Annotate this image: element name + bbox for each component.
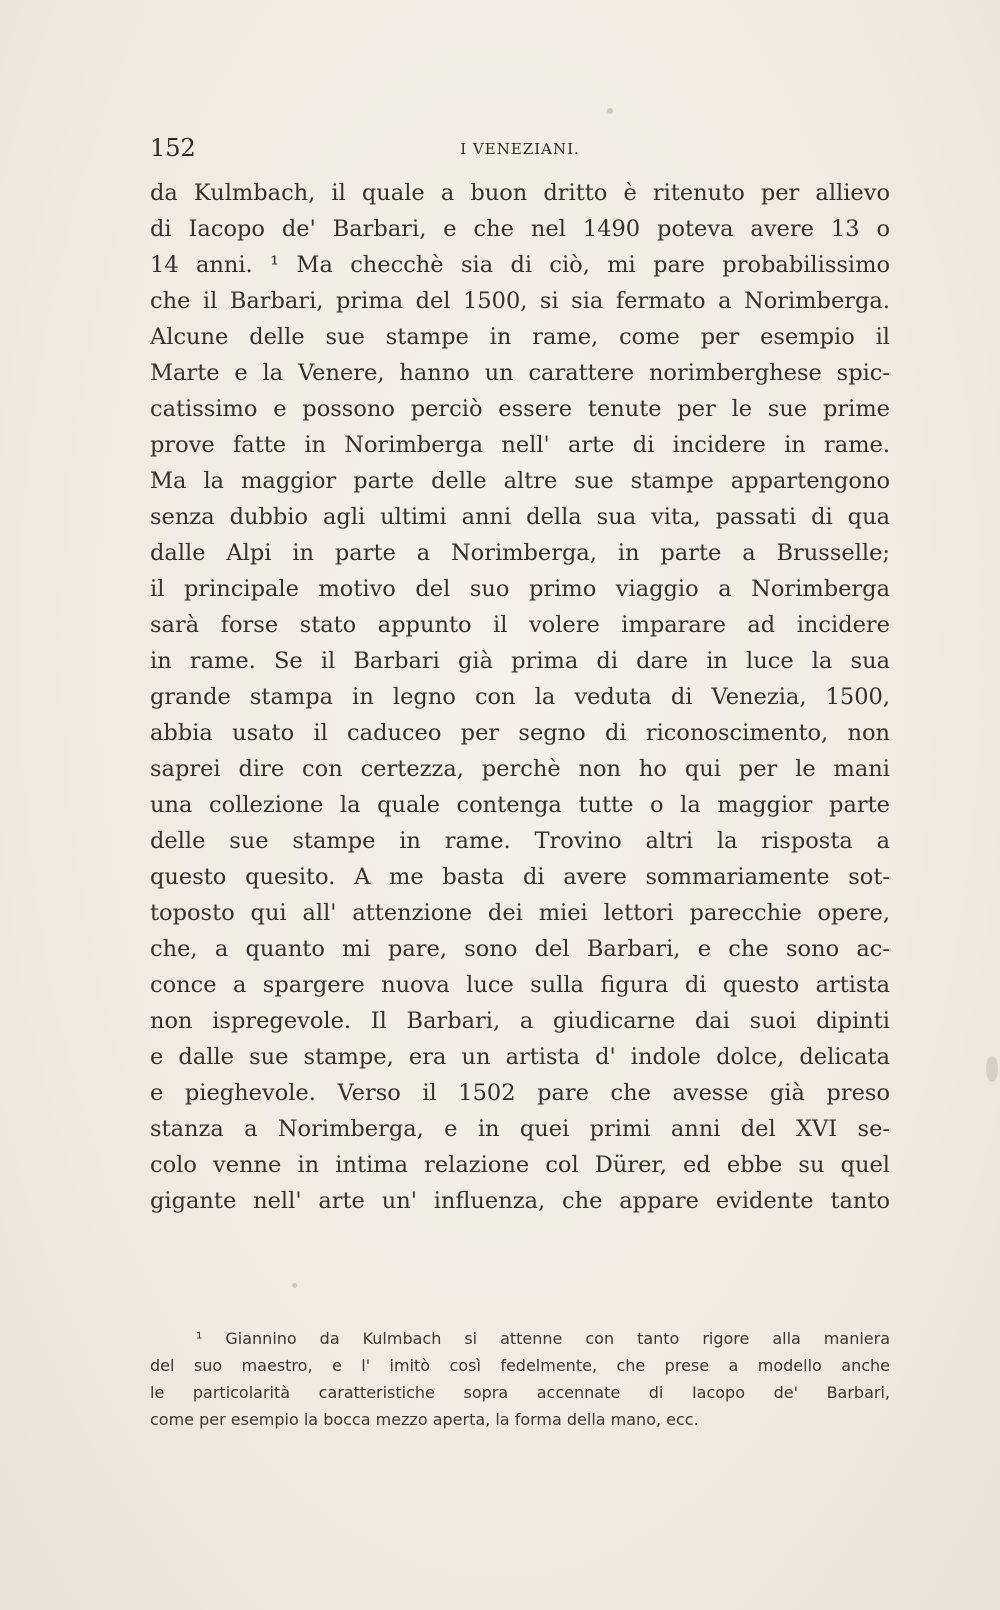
footnote-line: le particolarità caratteristiche sopra accennate di Iacopo de' Barbari, (150, 1383, 890, 1402)
text-line: stanza a Norimberga, e in quei primi anni del XVI se- (150, 1116, 890, 1142)
text-line: di Iacopo de' Barbari, e che nel 1490 poteva avere 13 o (150, 216, 890, 242)
text-line: 14 anni. ¹ Ma checchè sia di ciò, mi pare probabilissimo (150, 252, 890, 278)
footnote (150, 1325, 890, 1433)
text-line: il principale motivo del suo primo viaggio a Norimberga (150, 576, 890, 602)
page-header (150, 128, 890, 168)
text-line: grande stampa in legno con la veduta di Venezia, 1500, (150, 684, 890, 710)
text-line: Marte e la Venere, hanno un carattere norimberghese spic- (150, 360, 890, 386)
text-line: in rame. Se il Barbari già prima di dare in luce la sua (150, 648, 890, 674)
text-line: Ma la maggior parte delle altre sue stampe appartengono (150, 468, 890, 494)
running-title: I VENEZIANI. (460, 140, 580, 158)
text-line: non ispregevole. Il Barbari, a giudicarne dai suoi dipinti (150, 1008, 890, 1034)
text-line: una collezione la quale contenga tutte o la maggior parte (150, 792, 890, 818)
text-line: colo venne in intima relazione col Dürer, ed ebbe su quel (150, 1152, 890, 1178)
main-text (150, 175, 890, 1219)
text-line: saprei dire con certezza, perchè non ho qui per le mani (150, 756, 890, 782)
paper-speck (292, 1283, 297, 1288)
paper-speck (607, 108, 613, 114)
text-line: che il Barbari, prima del 1500, si sia fermato a Norimberga. (150, 288, 890, 314)
text-line: che, a quanto mi pare, sono del Barbari, e che sono ac- (150, 936, 890, 962)
paper-speck (986, 1056, 998, 1082)
text-line: prove fatte in Norimberga nell' arte di incidere in rame. (150, 432, 890, 458)
footnote-line: ¹ Giannino da Kulmbach si attenne con tanto rigore alla maniera (196, 1329, 890, 1348)
text-line: senza dubbio agli ultimi anni della sua vita, passati di qua (150, 504, 890, 530)
text-line: catissimo e possono perciò essere tenute per le sue prime (150, 396, 890, 422)
footnote-line: del suo maestro, e l' imitò così fedelmente, che prese a modello anche (150, 1356, 890, 1375)
text-line: dalle Alpi in parte a Norimberga, in parte a Brusselle; (150, 540, 890, 566)
text-line: sarà forse stato appunto il volere imparare ad incidere (150, 612, 890, 638)
text-line: delle sue stampe in rame. Trovino altri la risposta a (150, 828, 890, 854)
text-line: gigante nell' arte un' influenza, che appare evidente tanto (150, 1188, 890, 1214)
text-line: toposto qui all' attenzione dei miei lettori parecchie opere, (150, 900, 890, 926)
text-line: questo quesito. A me basta di avere sommariamente sot- (150, 864, 890, 890)
footnote-line: come per esempio la bocca mezzo aperta, la forma della mano, ecc. (150, 1410, 699, 1429)
text-line: da Kulmbach, il quale a buon dritto è ritenuto per allievo (150, 180, 890, 206)
text-line: Alcune delle sue stampe in rame, come per esempio il (150, 324, 890, 350)
text-line: e pieghevole. Verso il 1502 pare che avesse già preso (150, 1080, 890, 1106)
text-line: abbia usato il caduceo per segno di riconoscimento, non (150, 720, 890, 746)
page-number: 152 (150, 134, 196, 162)
text-line: conce a spargere nuova luce sulla figura di questo artista (150, 972, 890, 998)
text-line: e dalle sue stampe, era un artista d' indole dolce, delicata (150, 1044, 890, 1070)
